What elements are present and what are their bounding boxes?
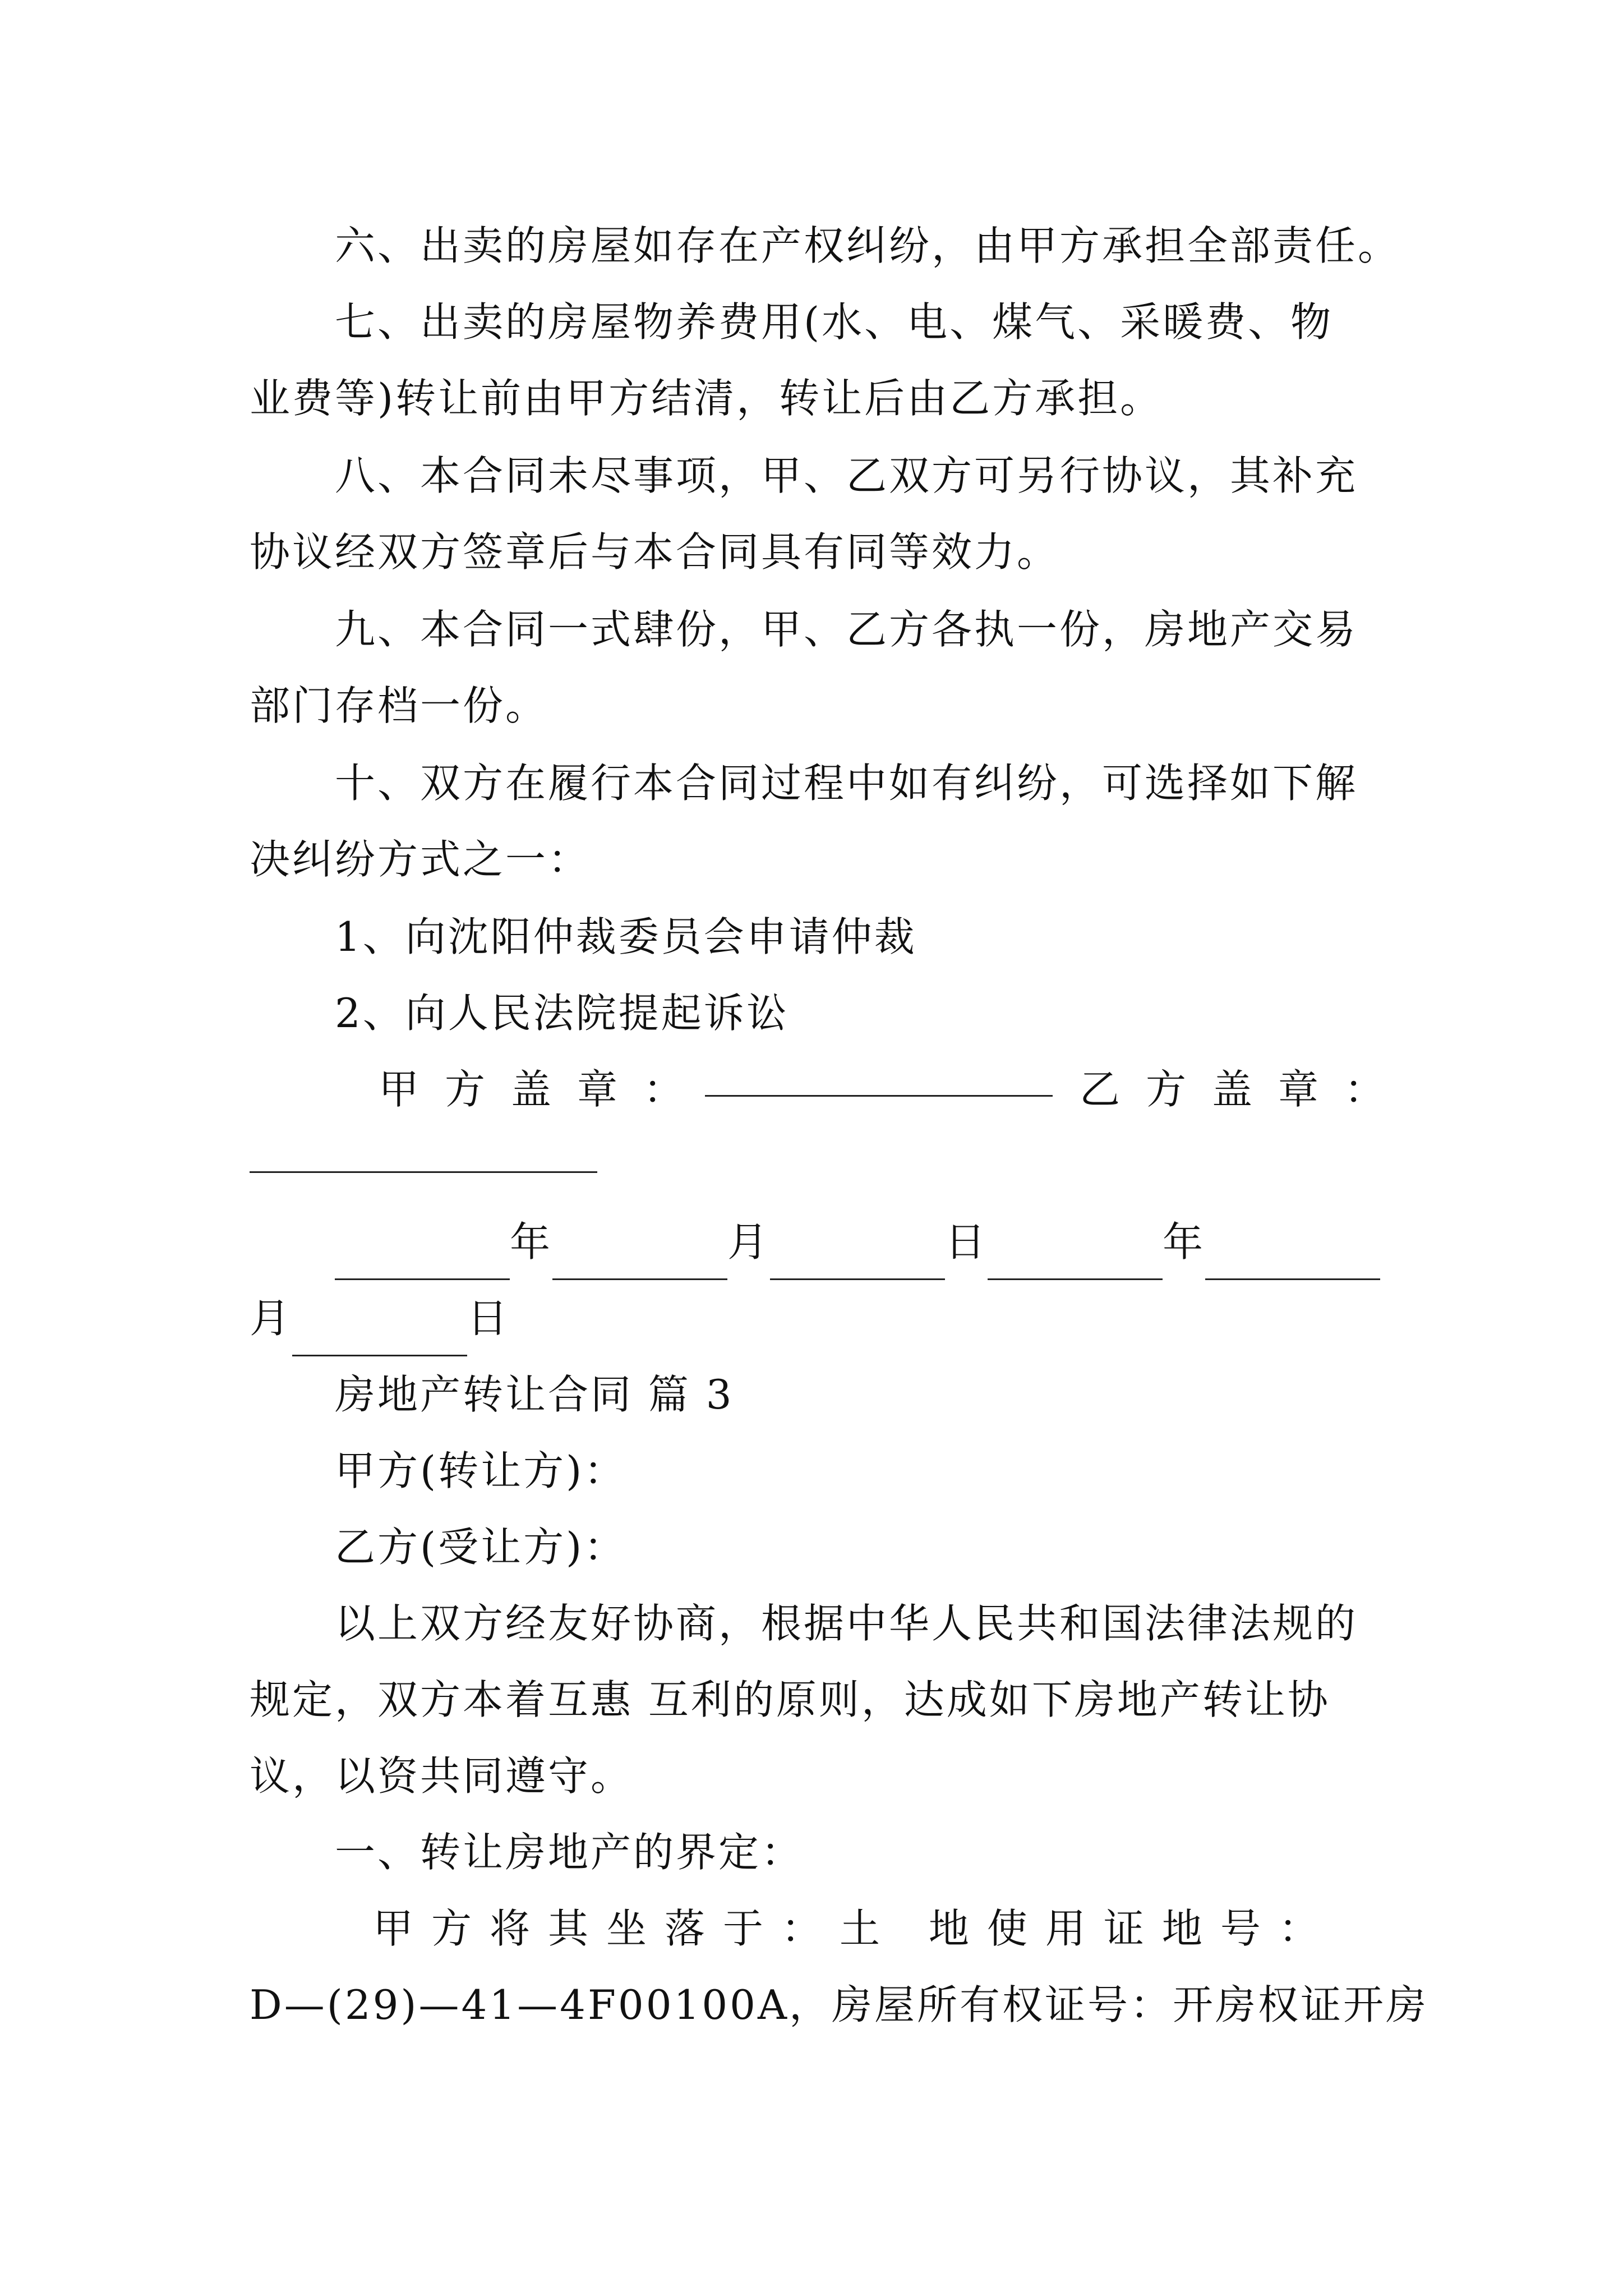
party-b-seal-blank [250, 1128, 597, 1173]
clause-6: 六、出卖的房屋如存在产权纠纷，由甲方承担全部责任。 [335, 222, 1401, 269]
party-a-seal-blank [705, 1051, 1053, 1097]
date-line-2: 月 日 [250, 1280, 510, 1356]
year-blank-a [335, 1235, 510, 1280]
clause-7-line-2: 业费等)转让前由甲方结清，转让后由乙方承担。 [250, 375, 1163, 422]
party-b-seal-label: 乙方盖章： [1080, 1066, 1411, 1113]
section-1-title: 一、转让房地产的界定： [335, 1829, 804, 1876]
dispute-option-1: 1、向沈阳仲裁委员会申请仲裁 [335, 913, 917, 960]
clause-8-line-1: 八、本合同未尽事项，甲、乙双方可另行协议，其补充 [335, 452, 1358, 499]
month-blank-a [552, 1235, 727, 1280]
day-blank-b [292, 1311, 467, 1356]
certificate-line: D—(29)—41—4F00100A，房屋所有权证号：开房权证开房 [250, 1981, 1428, 2028]
clause-7-line-1: 七、出卖的房屋物养费用(水、电、煤气、采暖费、物 [335, 298, 1334, 346]
clause-8-line-2: 协议经双方签章后与本合同具有同等效力。 [250, 528, 1060, 576]
clause-10-line-1: 十、双方在履行本合同过程中如有纠纷，可选择如下解 [335, 760, 1358, 807]
party-a-line: 甲方(转让方)： [335, 1447, 627, 1494]
intro-line-2: 规定，双方本着互惠 互利的原则，达成如下房地产转让协 [250, 1676, 1330, 1723]
location-line: 甲方将其坐落于：土 地使用证地号： [373, 1905, 1337, 1952]
clause-9-line-1: 九、本合同一式肆份，甲、乙方各执一份，房地产交易 [335, 606, 1358, 653]
section-title-3: 房地产转让合同 篇 3 [335, 1371, 734, 1418]
dispute-option-2: 2、向人民法院提起诉讼 [335, 990, 789, 1037]
party-b-line: 乙方(受让方)： [335, 1524, 627, 1571]
intro-line-3: 议，以资共同遵守。 [250, 1752, 634, 1800]
day-blank-a [770, 1235, 945, 1280]
clause-10-line-2: 决纠纷方式之一： [250, 836, 591, 883]
intro-line-1: 以上双方经友好协商，根据中华人民共和国法律法规的 [335, 1600, 1358, 1647]
month-blank-b-part [1205, 1235, 1380, 1280]
date-line-1: 年 月 日 年 [335, 1204, 1380, 1280]
party-a-seal-label: 甲方盖章： [379, 1066, 710, 1113]
year-blank-b [988, 1235, 1163, 1280]
clause-9-line-2: 部门存档一份。 [250, 682, 548, 729]
